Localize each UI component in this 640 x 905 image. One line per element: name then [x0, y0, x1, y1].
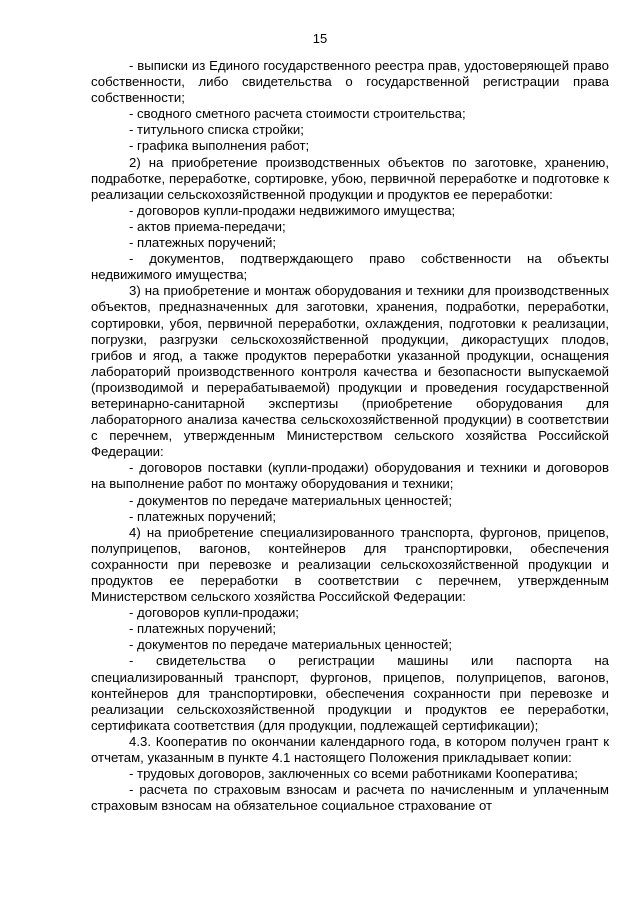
- paragraph: - актов приема-передачи;: [129, 218, 286, 234]
- paragraph: - платежных поручений;: [129, 235, 276, 251]
- paragraph: - документов, подтверждающего право собственности на объекты недвижимого имущества;: [91, 251, 609, 283]
- paragraph: - договоров купли-продажи недвижимого имущества;: [129, 202, 456, 218]
- paragraph: 2) на приобретение производственных объектов по заготовке, хранению, подработке, переработке, сортировке, убою, первичной переработке и подготовке к реализации сельскохозяйственной продукции и продуктов ее переработки:: [91, 154, 609, 202]
- page-number: 15: [312, 31, 328, 46]
- paragraph: - графика выполнения работ;: [129, 138, 310, 154]
- document-body: [91, 58, 609, 814]
- paragraph: - договоров купли-продажи;: [129, 605, 299, 621]
- paragraph: 3) на приобретение и монтаж оборудования и техники для производственных объектов, предназначенных для заготовки, хранения, подработки, переработки, сортировки, убоя, первичной переработки, охлаждения, подготовки к реализации, погрузки, разгрузки сельскохозяйственной продукции, дикорастущих плодов, грибов и ягод, а также продуктов переработки указанной продукции, оснащения лабораторий производственного контроля качества и безопасности выпускаемой (производимой и перерабатываемой) продукции и проведения государственной ветеринарно-санитарной экспертизы (приобретение оборудования для лабораторного анализа качества сельскохозяйственной продукции) в соответствии с перечнем, утвержденным Министерством сельского хозяйства Российской Федерации:: [91, 283, 609, 460]
- paragraph: - договоров поставки (купли-продажи) оборудования и техники и договоров на выполнение работ по монтажу оборудования и техники;: [91, 460, 609, 492]
- paragraph: - титульного списка стройки;: [129, 122, 304, 138]
- paragraph: - расчета по страховым взносам и расчета по начисленным и уплаченным страховым взносам на обязательное социальное страхование от: [91, 782, 609, 814]
- paragraph: - выписки из Единого государственного реестра прав, удостоверяющей право собственности, либо свидетельства о государственной регистрации права собственности;: [91, 58, 609, 106]
- paragraph: - документов по передаче материальных ценностей;: [129, 637, 453, 653]
- paragraph: 4.3. Кооператив по окончании календарного года, в котором получен грант к отчетам, указанным в пункте 4.1 настоящего Положения прикладывает копии:: [91, 733, 609, 766]
- paragraph: - документов по передаче материальных ценностей;: [129, 492, 453, 508]
- paragraph: - сводного сметного расчета стоимости строительства;: [129, 106, 466, 122]
- paragraph: - платежных поручений;: [129, 621, 276, 637]
- paragraph: - платежных поручений;: [129, 508, 276, 524]
- paragraph: - свидетельства о регистрации машины или паспорта на специализированный транспорт, фургонов, прицепов, полуприцепов, вагонов, контейнеров для транспортировки, обеспечения сохранности при перевозке и реализации сельскохозяйственной продукции и продуктов ее переработки, сертификата соответствия (для продукции, подлежащей сертификации);: [91, 653, 609, 733]
- paragraph: - трудовых договоров, заключенных со всеми работниками Кооператива;: [129, 766, 578, 782]
- paragraph: 4) на приобретение специализированного транспорта, фургонов, прицепов, полуприцепов, вагонов, контейнеров для транспортировки, обеспечения сохранности при перевозке и реализации сельскохозяйственной продукции и продуктов ее переработки в соответствии с перечнем, утвержденным Министерством сельского хозяйства Российской Федерации:: [91, 524, 609, 605]
